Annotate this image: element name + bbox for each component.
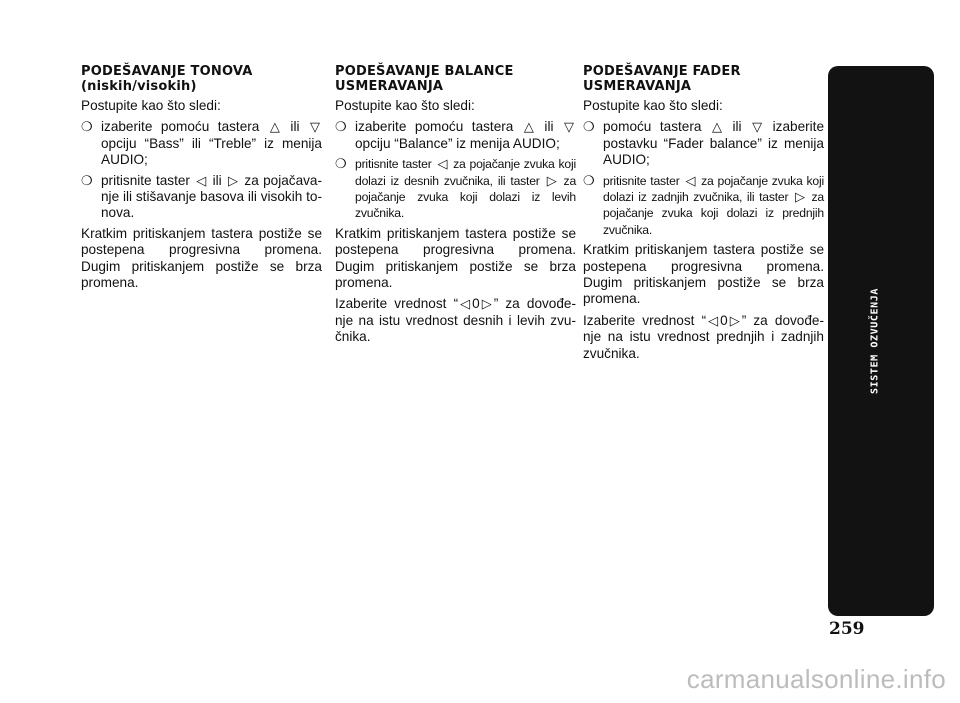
down-arrow-icon: ▽ — [752, 119, 763, 135]
bullet-icon: ❍ — [583, 119, 595, 135]
down-arrow-icon: ▽ — [564, 119, 575, 135]
section-tab — [828, 66, 934, 616]
page-number: 259 — [829, 619, 865, 639]
bullet-text: pritisnite taster — [603, 173, 680, 188]
paragraph-text: ” za dovođe-nje na istu vrednost desnih i levih zvu-čnika. — [335, 296, 577, 345]
bullet-text: pritisnite taster — [101, 172, 190, 188]
bullet-text: za pojačanje zvuka koji dolazi iz zadnjih zvučnika, ili taster — [603, 173, 824, 205]
bullet-icon: ❍ — [81, 172, 93, 188]
bullet-text: izaberite pomoću tastera — [355, 119, 514, 135]
bullet-icon: ❍ — [583, 172, 595, 188]
bullet-text: za pojačava-nje ili stišavanje basova ili visokih to-nova. — [101, 172, 323, 221]
bullet-text: opciju “Bass” ili “Treble” iz menija AUDIO; — [101, 135, 322, 168]
body-paragraph: Kratkim pritiskanjem tastera postiže se postepena progresivna promena. Dugim pritiskanjem postiže se brza promena. — [81, 225, 322, 291]
intro-text: Postupite kao što sledi: — [81, 98, 221, 113]
paragraph-text: Izaberite vrednost “ — [335, 296, 459, 312]
left-arrow-icon: ◁ — [437, 156, 448, 172]
intro-text: Postupite kao što sledi: — [583, 98, 723, 113]
list-item — [583, 173, 824, 239]
body-paragraph: Kratkim pritiskanjem tastera postiže se postepena progresivna promena. Dugim pritiskanjem postiže se brza promena. — [583, 242, 824, 307]
bullet-text: pomoću tastera — [603, 119, 702, 135]
body-paragraph — [335, 296, 576, 345]
bullet-text: opciju “Balance” iz menija AUDIO; — [355, 135, 560, 151]
paragraph-text: Izaberite vrednost “ — [583, 312, 707, 328]
left-arrow-icon: ◁ — [708, 312, 719, 328]
bullet-icon: ❍ — [335, 119, 347, 135]
bullet-text: ili — [544, 119, 554, 135]
section-heading: PODEŠAVANJE BALANCE USMERAVANJA — [335, 64, 514, 94]
right-arrow-icon: ▷ — [481, 296, 492, 312]
list-item — [335, 156, 576, 222]
right-arrow-icon: ▷ — [228, 172, 239, 188]
list-item — [81, 119, 322, 168]
zero-value: 0 — [472, 296, 480, 312]
down-arrow-icon: ▽ — [310, 119, 321, 135]
column-balance-settings — [335, 64, 576, 351]
bullet-text: pritisnite taster — [355, 157, 432, 172]
bullet-text: za pojačanje zvuka koji dolazi iz prednjih zvučnika. — [603, 190, 825, 237]
paragraph-text: ” za dovođe-nje na istu vrednost prednjih i zadnjih zvučnika. — [583, 312, 825, 361]
column-tone-settings — [81, 64, 322, 296]
bullet-text: ili — [732, 119, 742, 135]
intro-text: Postupite kao što sledi: — [335, 98, 475, 113]
body-paragraph: Kratkim pritiskanjem tastera postiže se postepena progresivna promena. Dugim pritiskanjem postiže se brza promena. — [335, 225, 576, 291]
watermark: carmanualsonline.info — [686, 664, 946, 694]
section-tab-label: SISTEM OZVUČENJA — [869, 288, 881, 394]
bullet-text: za pojačanje zvuka koji dolazi iz levih zvučnika. — [355, 173, 577, 221]
bullet-text: za pojačanje zvuka koji dolazi iz desnih zvučnika, ili taster — [355, 157, 576, 188]
right-arrow-icon: ▷ — [795, 189, 805, 205]
up-arrow-icon: △ — [523, 119, 534, 135]
bullet-text: ili — [290, 119, 300, 135]
bullet-icon: ❍ — [81, 119, 93, 135]
column-fader-settings — [583, 64, 824, 367]
right-arrow-icon: ▷ — [729, 312, 740, 328]
body-paragraph — [583, 313, 824, 362]
list-item — [583, 119, 824, 168]
bullet-text: izaberite postavku “Fader balance” iz menija AUDIO; — [603, 119, 825, 168]
list-item — [335, 119, 576, 152]
left-arrow-icon: ◁ — [460, 296, 471, 312]
list-item — [81, 173, 322, 222]
up-arrow-icon: △ — [269, 119, 280, 135]
up-arrow-icon: △ — [711, 119, 722, 135]
left-arrow-icon: ◁ — [196, 172, 207, 188]
right-arrow-icon: ▷ — [546, 172, 557, 188]
zero-value: 0 — [720, 312, 728, 328]
section-heading: PODEŠAVANJE FADER USMERAVANJA — [583, 64, 741, 94]
bullet-text: ili — [212, 172, 222, 188]
bullet-text: izaberite pomoću tastera — [101, 119, 260, 135]
left-arrow-icon: ◁ — [685, 172, 696, 188]
section-heading: PODEŠAVANJE TONOVA (niskih/visokih) — [81, 64, 253, 94]
bullet-icon: ❍ — [335, 156, 347, 172]
